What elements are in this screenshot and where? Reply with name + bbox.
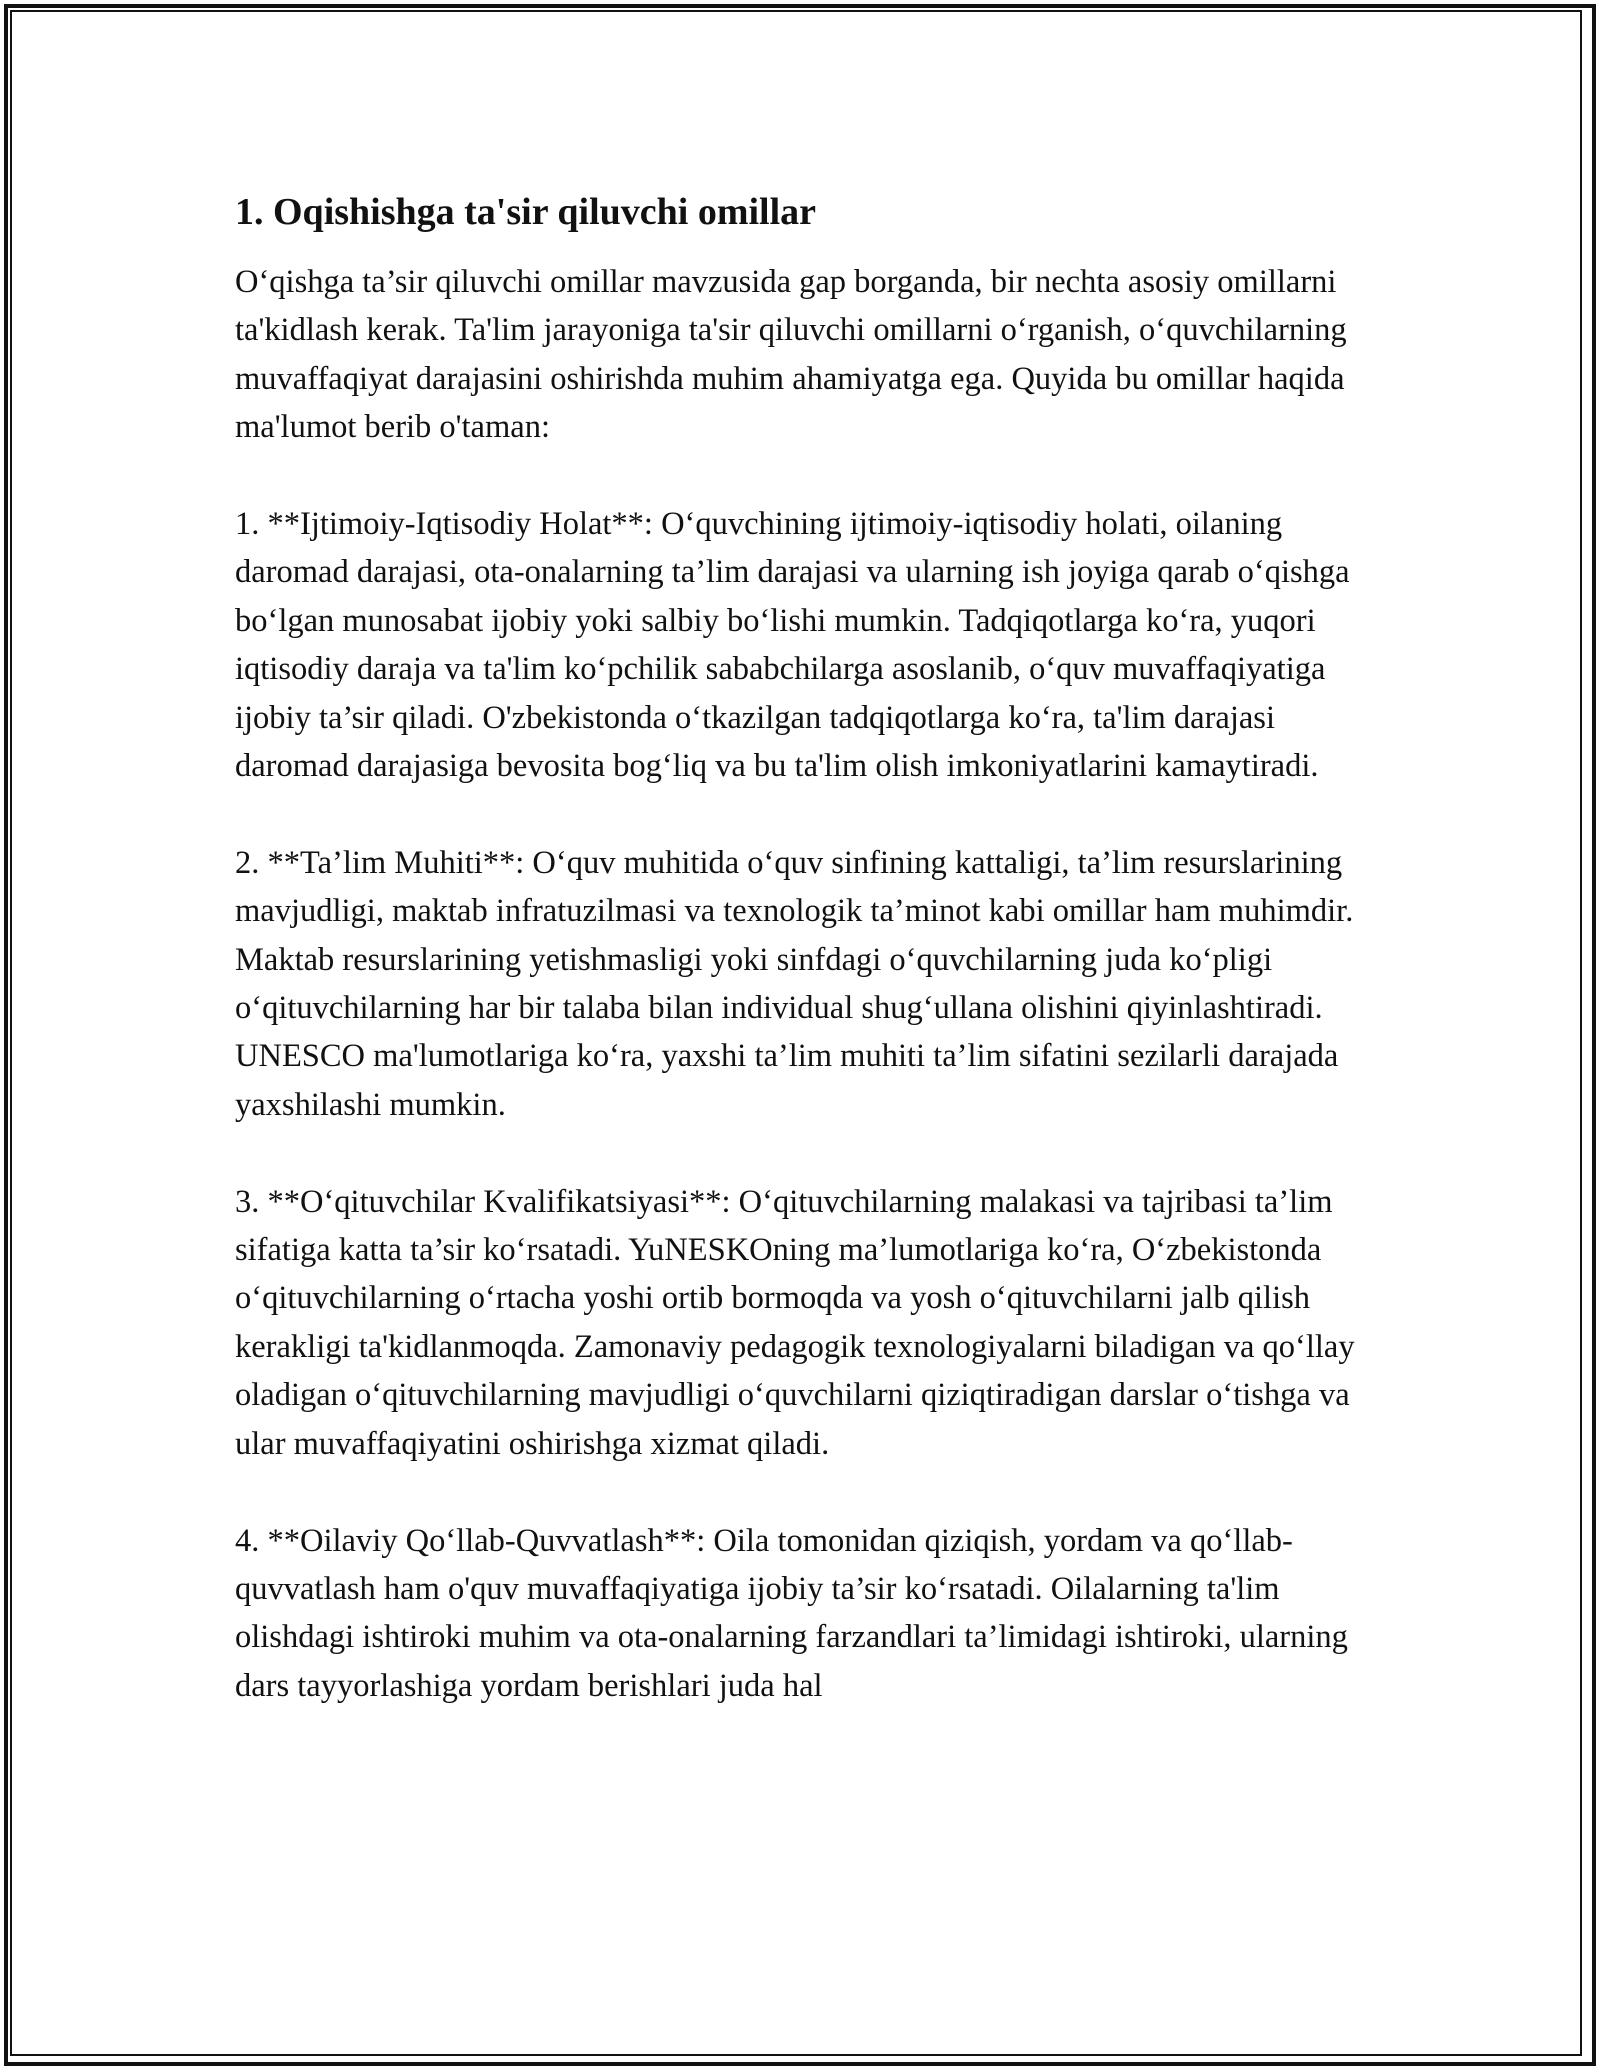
paragraph-learning-environment: 2. **Ta’lim Muhiti**: O‘quv muhitida o‘quv sinfining kattaligi, ta’lim resurslarining mavjudligi, maktab infratuzilmasi va texnologik ta’minot kabi omillar ham muhimdir. Maktab resurslarining yetishmasligi yoki sinfdagi o‘quvchilarning juda ko‘pligi o‘qituvchilarning har bir talaba bilan individual shug‘ullana olishini qiyinlashtiradi. UNESCO ma'lumotlariga ko‘ra, yaxshi ta’lim muhiti ta’lim sifatini sezilarli darajada yaxshilashi mumkin.: [235, 844, 1354, 1123]
document-body: [235, 184, 1370, 1759]
paragraph-family-support: 4. **Oilaviy Qo‘llab-Quvvatlash**: Oila tomonidan qiziqish, yordam va qo‘llab-quvvatlash ham o'quv muvaffaqiyatiga ijobiy ta’sir ko‘rsatadi. Oilalarning ta'lim olishdagi ishtiroki muhim va ota-onalarning farzandlari ta’limidagi ishtiroki, ularning dars tayyorlashiga yordam berishlari juda hal: [235, 1522, 1348, 1704]
intro-paragraph: O‘qishga ta’sir qiluvchi omillar mavzusida gap borganda, bir nechta asosiy omillarni ta'kidlash kerak. Ta'lim jarayoniga ta'sir qiluvchi omillarni o‘rganish, o‘quvchilarning muvaffaqiyat darajasini oshirishda muhim ahamiyatga ega. Quyida bu omillar haqida ma'lumot berib o'taman:: [235, 264, 1347, 446]
paragraph-socioeconomic-status: 1. **Ijtimoiy-Iqtisodiy Holat**: O‘quvchining ijtimoiy-iqtisodiy holati, oilaning daromad darajasi, ota-onalarning ta’lim darajasi va ularning ish joyiga qarab o‘qishga bo‘lgan munosabat ijobiy yoki salbiy bo‘lishi mumkin. Tadqiqotlarga ko‘ra, yuqori iqtisodiy daraja va ta'lim ko‘pchilik sababchilarga asoslanib, o‘quv muvaffaqiyatiga ijobiy ta’sir qiladi. O'zbekistonda o‘tkazilgan tadqiqotlarga ko‘ra, ta'lim darajasi daromad darajasiga bevosita bog‘liq va bu ta'lim olish imkoniyatlarini kamaytiradi.: [235, 506, 1350, 785]
paragraph-teacher-qualification: 3. **O‘qituvchilar Kvalifikatsiyasi**: O‘qituvchilarning malakasi va tajribasi ta’lim sifatiga katta ta’sir ko‘rsatadi. YuNESKOning ma’lumotlariga ko‘ra, O‘zbekistonda o‘qituvchilarning o‘rtacha yoshi ortib bormoqda va yosh o‘qituvchilarni jalb qilish kerakligi ta'kidlanmoqda. Zamonaviy pedagogik texnologiyalarni biladigan va qo‘llay oladigan o‘qituvchilarning mavjudligi o‘quvchilarni qiziqtiradigan darslar o‘tishga va ular muvaffaqiyatini oshirishga xizmat qiladi.: [235, 1183, 1355, 1462]
document-title: 1. Oqishishga ta'sir qiluvchi omillar: [235, 191, 817, 233]
